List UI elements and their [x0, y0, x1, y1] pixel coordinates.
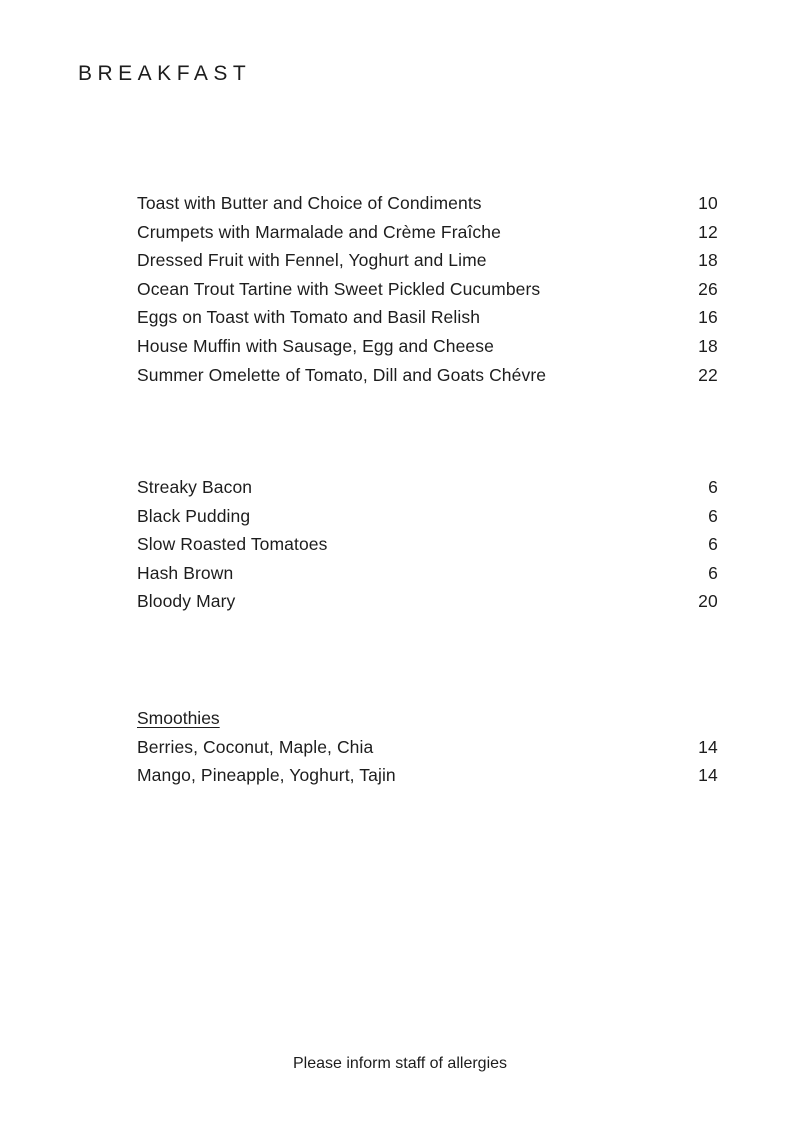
- menu-item-price: 20: [698, 591, 718, 612]
- menu-item-price: 18: [698, 335, 718, 356]
- menu-item-price: 26: [698, 278, 718, 299]
- menu-item-row: [137, 761, 718, 790]
- menu-item-row: [137, 218, 718, 247]
- menu-item-row: [137, 587, 718, 616]
- menu-section: [137, 473, 718, 616]
- menu-item-price: 6: [708, 562, 718, 583]
- menu-section: [137, 704, 718, 790]
- menu-item-row: [137, 275, 718, 304]
- menu-sections: [137, 0, 718, 1135]
- menu-item-price: 14: [698, 736, 718, 757]
- menu-item-name: Streaky Bacon: [137, 477, 253, 497]
- allergy-note: Please inform staff of allergies: [292, 1055, 508, 1072]
- menu-item-row: [137, 332, 718, 361]
- menu-item-row: [137, 502, 718, 531]
- menu-item-name: Black Pudding: [137, 505, 251, 526]
- menu-item-price: 12: [698, 221, 718, 242]
- menu-item-name: House Muffin with Sausage, Egg and Cheese: [137, 335, 494, 356]
- menu-item-name: Slow Roasted Tomatoes: [137, 534, 328, 555]
- page-title: BREAKFAST: [78, 62, 252, 85]
- menu-item-name: Summer Omelette of Tomato, Dill and Goats Chévre: [137, 364, 547, 385]
- menu-item-price: 6: [708, 505, 718, 526]
- menu-item-name: Toast with Butter and Choice of Condiments: [137, 193, 482, 213]
- menu-item-price: 16: [698, 307, 718, 328]
- menu-item-price: 18: [698, 250, 718, 271]
- menu-item-name: Crumpets with Marmalade and Crème Fraîche: [137, 221, 501, 242]
- menu-item-price: 22: [698, 364, 718, 385]
- menu-item-row: [137, 733, 718, 762]
- menu-item-row: [137, 530, 718, 559]
- menu-section: [137, 189, 718, 389]
- menu-item-name: Bloody Mary: [137, 591, 236, 612]
- menu-item-price: 6: [708, 477, 718, 497]
- menu-item-row: [137, 361, 718, 390]
- menu-item-name: Eggs on Toast with Tomato and Basil Relish: [137, 307, 481, 328]
- menu-item-name: Berries, Coconut, Maple, Chia: [137, 736, 374, 757]
- menu-item-row: [137, 189, 718, 218]
- menu-item-price: 14: [698, 765, 718, 786]
- menu-item-row: [137, 559, 718, 588]
- menu-item-row: [137, 303, 718, 332]
- menu-item-name: Hash Brown: [137, 562, 234, 583]
- menu-item-row: [137, 473, 718, 502]
- menu-item-name: Ocean Trout Tartine with Sweet Pickled Cucumbers: [137, 278, 541, 299]
- menu-item-price: 10: [698, 193, 718, 213]
- menu-item-price: 6: [708, 534, 718, 555]
- menu-item-name: Dressed Fruit with Fennel, Yoghurt and Lime: [137, 250, 487, 271]
- menu-item-row: [137, 246, 718, 275]
- menu-item-name: Mango, Pineapple, Yoghurt, Tajin: [137, 765, 396, 786]
- section-heading: Smoothies: [137, 708, 220, 728]
